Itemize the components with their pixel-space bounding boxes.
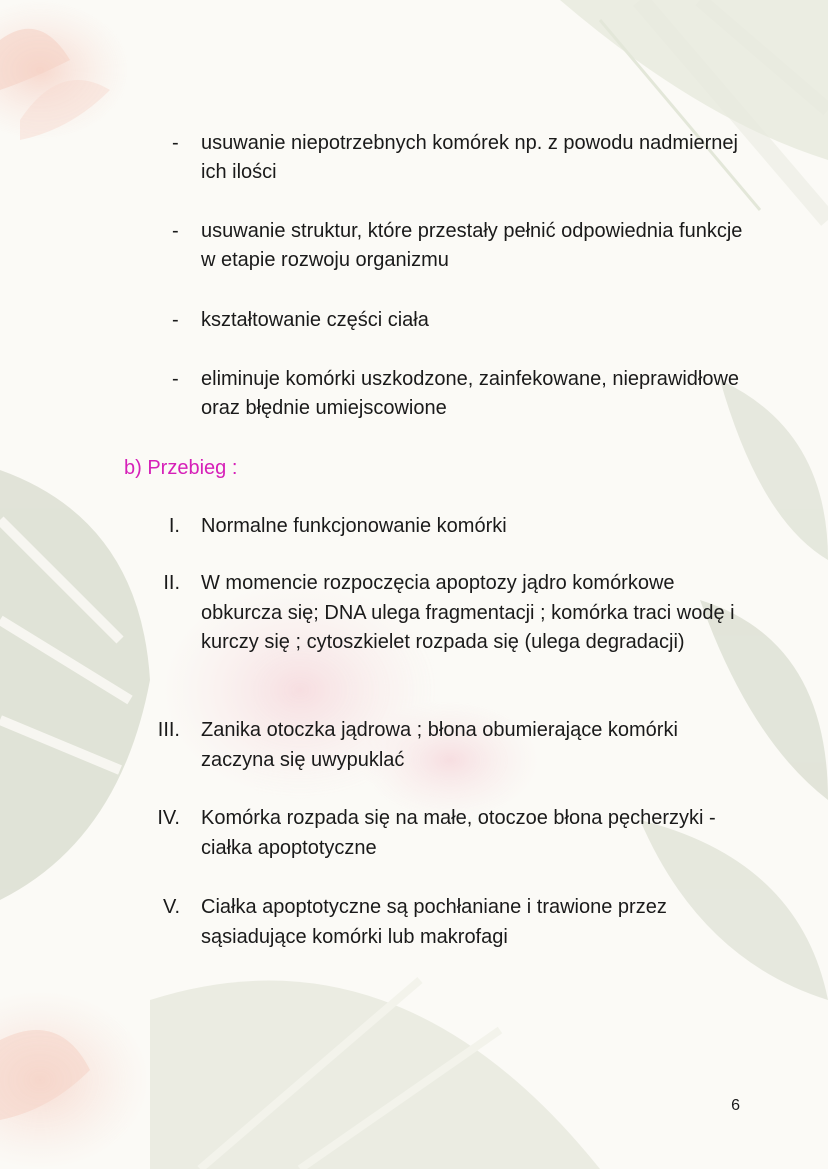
step-numeral: I. [168,515,180,537]
step-numeral: III. [157,719,180,741]
bullet-text: usuwanie niepotrzebnych komórek np. z powodu nadmiernej ich ilości [201,132,738,183]
section-heading: b) Przebieg : [124,457,238,479]
step-numeral: IV. [157,807,180,829]
step-numeral: V. [162,896,180,918]
bullet-text: eliminuje komórki uszkodzone, zainfekowane, nieprawidłowe oraz błędnie umiejscowione [201,368,740,419]
step-text: Normalne funkcjonowanie komórki [201,515,507,537]
bullet-dash: - [172,132,179,154]
step-text: Ciałka apoptotyczne są pochłaniane i trawione przez sąsiadujące komórki lub makrofagi [201,896,667,948]
step-text: Zanika otoczka jądrowa ; błona obumierające komórki zaczyna się uwypuklać [201,719,678,771]
step-text: Komórka rozpada się na małe, otoczoe błona pęcherzyki - ciałka apoptotyczne [201,807,716,859]
step-numeral: II. [163,572,180,594]
bullet-text: usuwanie struktur, które przestały pełnić odpowiednia funkcje w etapie rozwoju organizmu [201,220,743,271]
bullet-text: kształtowanie części ciała [201,309,429,331]
page-number: 6 [731,1097,740,1114]
step-text: W momencie rozpoczęcia apoptozy jądro komórkowe obkurcza się; DNA ulega fragmentacji ; komórka traci wodę i kurczy się ; cytoszkielet rozpada się (ulega degradacji) [201,572,735,653]
bullet-dash: - [172,220,179,242]
bullet-dash: - [172,309,179,331]
bullet-dash: - [172,368,179,390]
